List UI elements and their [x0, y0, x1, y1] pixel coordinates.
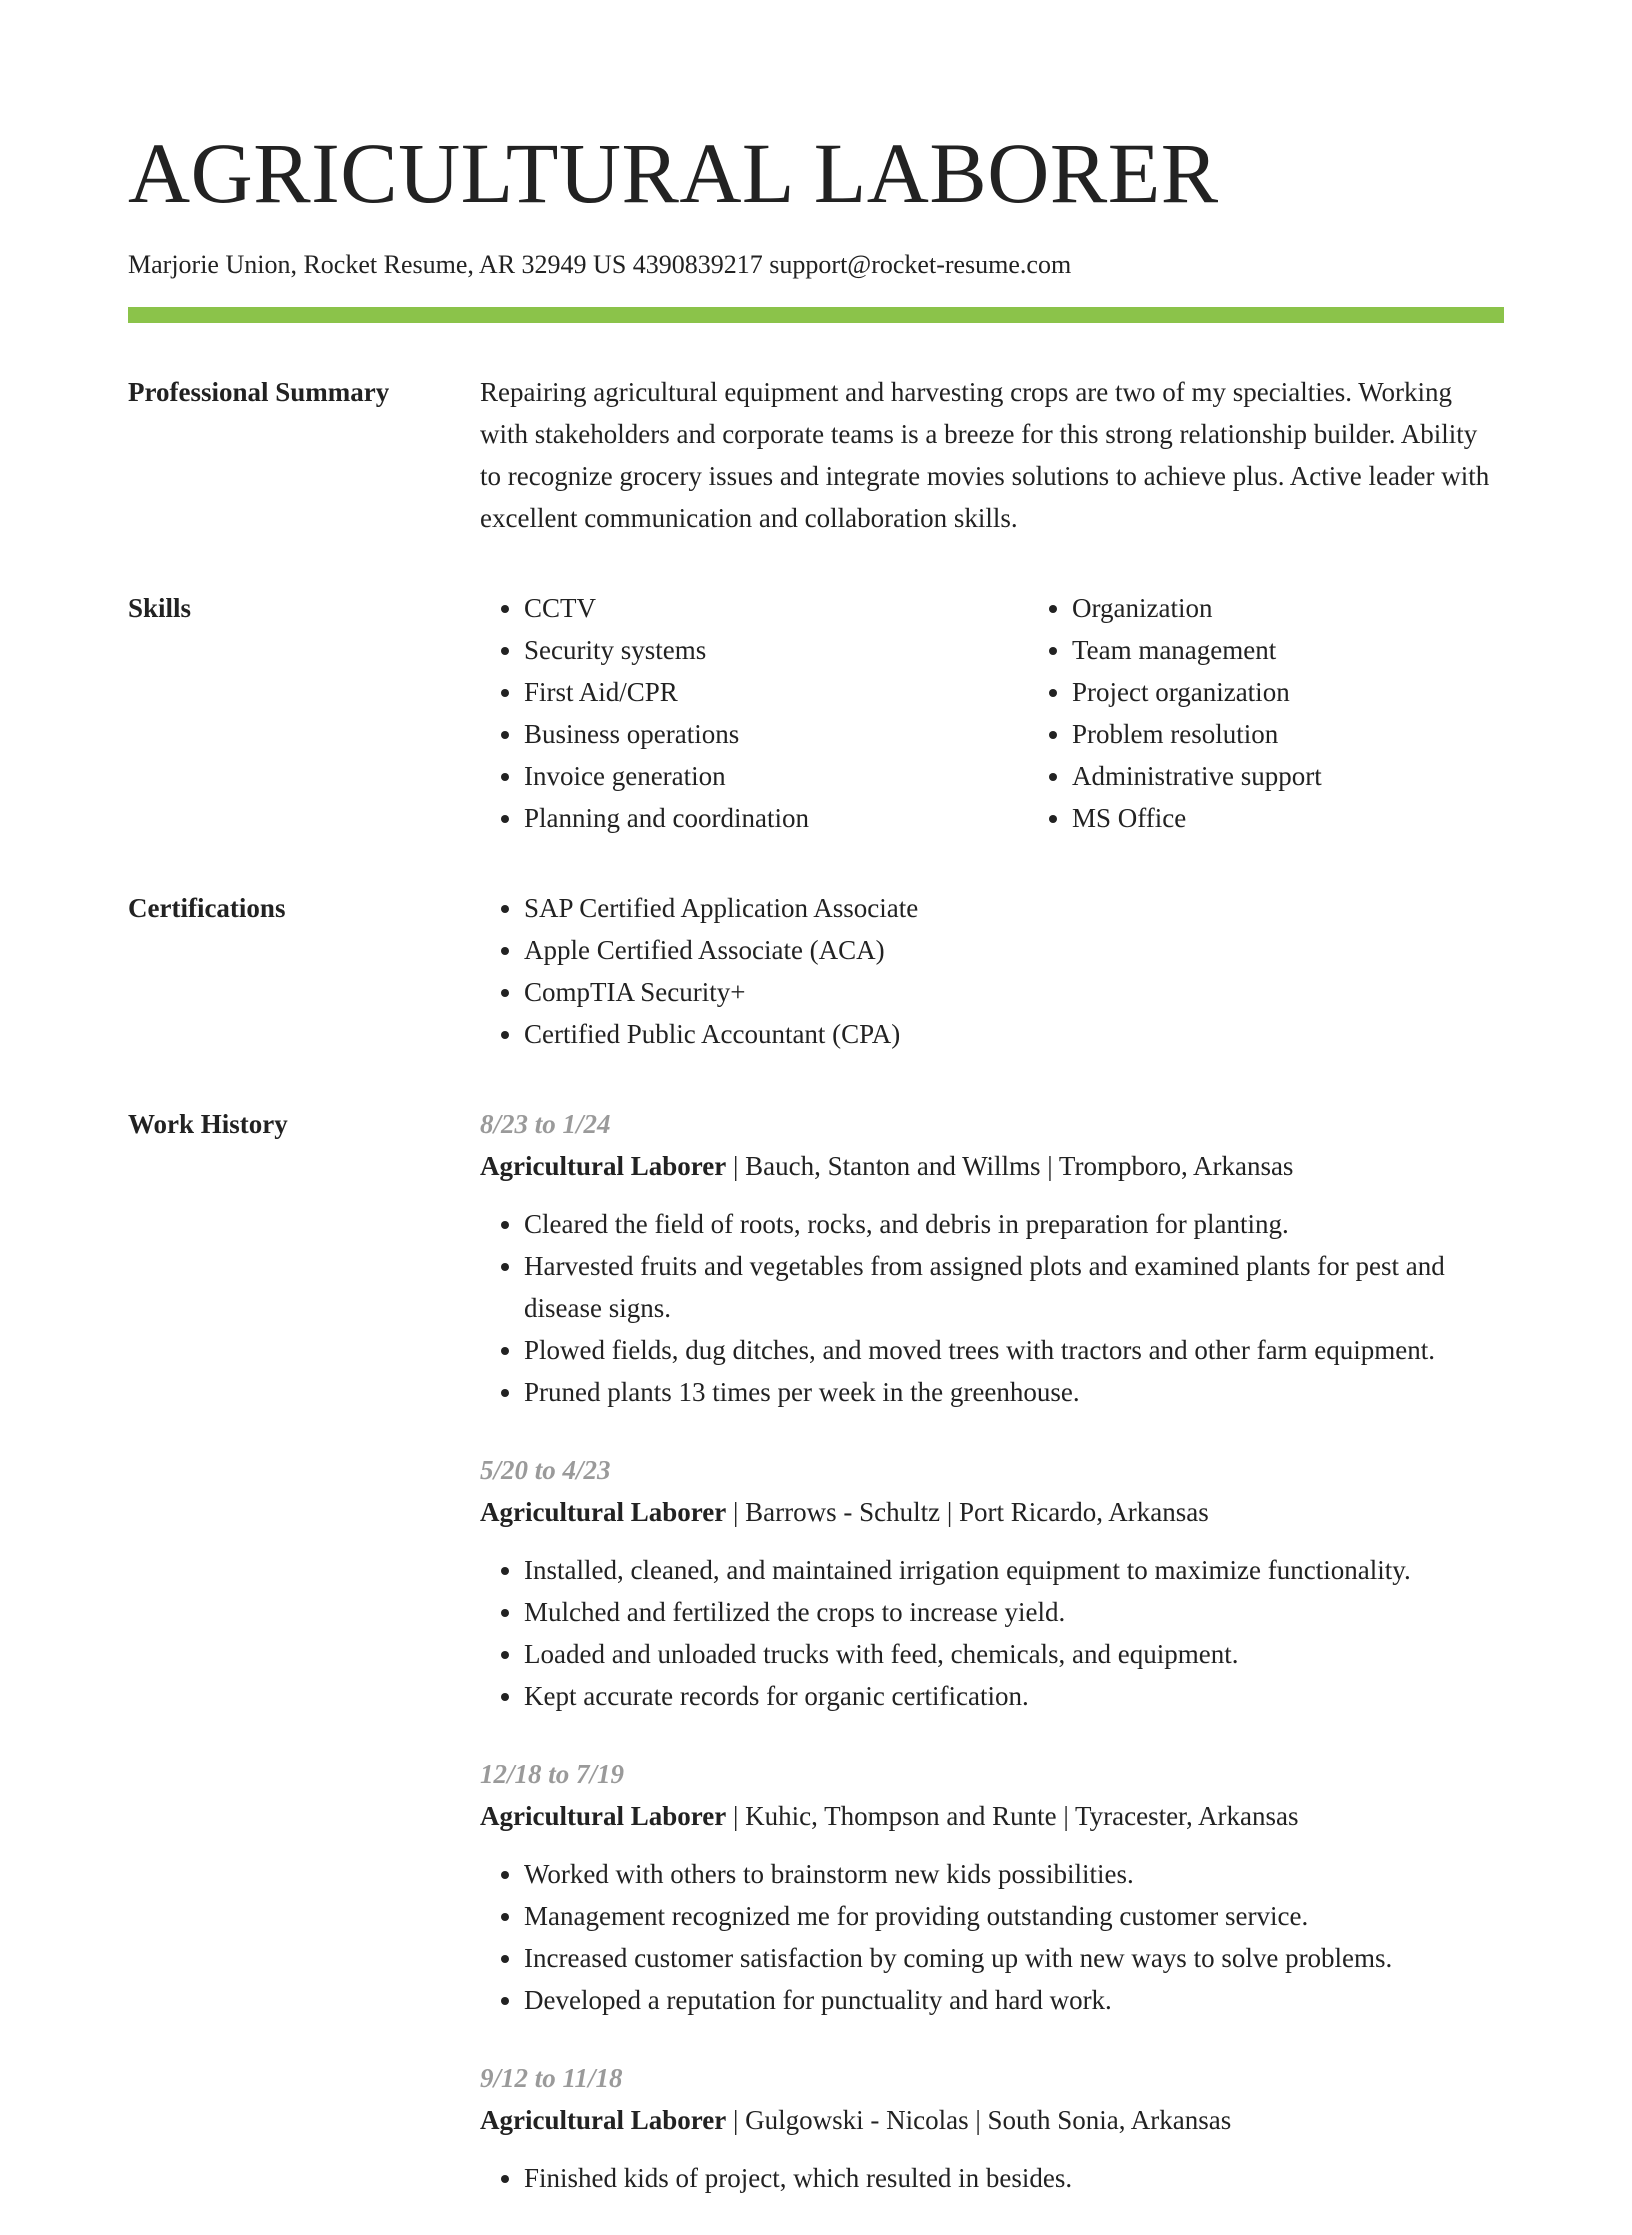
- skills-column-2: [1028, 587, 1322, 839]
- skill-item: • MS Office: [1072, 797, 1322, 839]
- job-duties-list: [480, 1853, 1504, 2021]
- job-title-line: [480, 1491, 1504, 1533]
- skill-item: • CCTV: [524, 587, 1028, 629]
- section-label-skills: Skills: [128, 593, 192, 623]
- job-duties-list: [480, 1203, 1504, 1413]
- job-date: 5/20 to 4/23: [480, 1455, 611, 1485]
- job-role: Agricultural Laborer: [480, 1801, 727, 1831]
- job-duty-item: • Finished kids of project, which resulted in besides.: [524, 2157, 1504, 2199]
- job-entry: [480, 1449, 1504, 1717]
- skill-item: • Business operations: [524, 713, 1028, 755]
- job-employer-location: | Kuhic, Thompson and Runte | Tyracester, Arkansas: [726, 1801, 1299, 1831]
- skill-item: • Planning and coordination: [524, 797, 1028, 839]
- job-employer-location: | Barrows - Schultz | Port Ricardo, Arkansas: [726, 1497, 1209, 1527]
- job-duty-item: • Installed, cleaned, and maintained irrigation equipment to maximize functionality.: [524, 1549, 1504, 1591]
- job-duty-item: • Worked with others to brainstorm new kids possibilities.: [524, 1853, 1504, 1895]
- summary-body: [480, 371, 1504, 539]
- job-duty-item: • Cleared the field of roots, rocks, and debris in preparation for planting.: [524, 1203, 1504, 1245]
- job-title-line: [480, 1145, 1504, 1187]
- job-duty-item: • Increased customer satisfaction by coming up with new ways to solve problems.: [524, 1937, 1504, 1979]
- section-label-certifications: Certifications: [128, 893, 286, 923]
- job-role: Agricultural Laborer: [480, 2105, 727, 2135]
- job-role: Agricultural Laborer: [480, 1497, 727, 1527]
- accent-divider: [128, 307, 1504, 323]
- job-date: 9/12 to 11/18: [480, 2063, 623, 2093]
- work-history-section: [128, 1103, 1504, 2235]
- work-history-body: [480, 1103, 1504, 2235]
- job-employer-location: | Bauch, Stanton and Willms | Trompboro, Arkansas: [726, 1151, 1294, 1181]
- job-date: 12/18 to 7/19: [480, 1759, 625, 1789]
- job-entry: [480, 1753, 1504, 2021]
- job-role: Agricultural Laborer: [480, 1151, 727, 1181]
- skill-item: • Team management: [1072, 629, 1322, 671]
- job-duty-item: • Developed a reputation for punctuality and hard work.: [524, 1979, 1504, 2021]
- skill-item: • Invoice generation: [524, 755, 1028, 797]
- certifications-section: [128, 887, 1504, 1055]
- summary-text: Repairing agricultural equipment and harvesting crops are two of my specialties. Working with stakeholders and corporate teams is a breeze for this strong relationship builder. Ability to recognize grocery issues and integrate movies solutions to achieve plus. Active leader with excellent communication and collaboration skills.: [480, 377, 1490, 533]
- job-entry: [480, 1103, 1504, 1413]
- job-duties-list: [480, 1549, 1504, 1717]
- section-label-work-history: Work History: [128, 1109, 288, 1139]
- summary-section: [128, 371, 1504, 539]
- job-duty-item: • Loaded and unloaded trucks with feed, chemicals, and equipment.: [524, 1633, 1504, 1675]
- job-title-line: [480, 2099, 1504, 2141]
- job-duty-item: • Management recognized me for providing outstanding customer service.: [524, 1895, 1504, 1937]
- job-duties-list: [480, 2157, 1504, 2199]
- certification-item: • Certified Public Accountant (CPA): [524, 1013, 1504, 1055]
- job-duty-item: • Kept accurate records for organic certification.: [524, 1675, 1504, 1717]
- skill-item: • Problem resolution: [1072, 713, 1322, 755]
- skills-body: [480, 587, 1504, 839]
- certification-item: • CompTIA Security+: [524, 971, 1504, 1013]
- contact-line: Marjorie Union, Rocket Resume, AR 32949 US 4390839217 support@rocket-resume.com: [128, 250, 1072, 279]
- skill-item: • Administrative support: [1072, 755, 1322, 797]
- certification-item: • Apple Certified Associate (ACA): [524, 929, 1504, 971]
- job-entry: [480, 2057, 1504, 2199]
- resume-page: [128, 0, 1504, 2235]
- job-duty-item: • Mulched and fertilized the crops to increase yield.: [524, 1591, 1504, 1633]
- skill-item: • First Aid/CPR: [524, 671, 1028, 713]
- certification-item: • SAP Certified Application Associate: [524, 887, 1504, 929]
- job-duty-item: • Plowed fields, dug ditches, and moved trees with tractors and other farm equipment.: [524, 1329, 1504, 1371]
- skill-item: • Project organization: [1072, 671, 1322, 713]
- skills-column-1: [480, 587, 1028, 839]
- job-duty-item: • Pruned plants 13 times per week in the greenhouse.: [524, 1371, 1504, 1413]
- job-date: 8/23 to 1/24: [480, 1109, 611, 1139]
- skill-item: • Organization: [1072, 587, 1322, 629]
- certifications-list: [480, 887, 1504, 1055]
- section-label-summary: Professional Summary: [128, 377, 390, 407]
- resume-title: AGRICULTURAL LABORER: [128, 125, 1219, 221]
- job-title-line: [480, 1795, 1504, 1837]
- skills-section: [128, 587, 1504, 839]
- job-duty-item: • Harvested fruits and vegetables from assigned plots and examined plants for pest and disease signs.: [524, 1245, 1504, 1329]
- certifications-body: [480, 887, 1504, 1055]
- job-employer-location: | Gulgowski - Nicolas | South Sonia, Arkansas: [726, 2105, 1232, 2135]
- skill-item: • Security systems: [524, 629, 1028, 671]
